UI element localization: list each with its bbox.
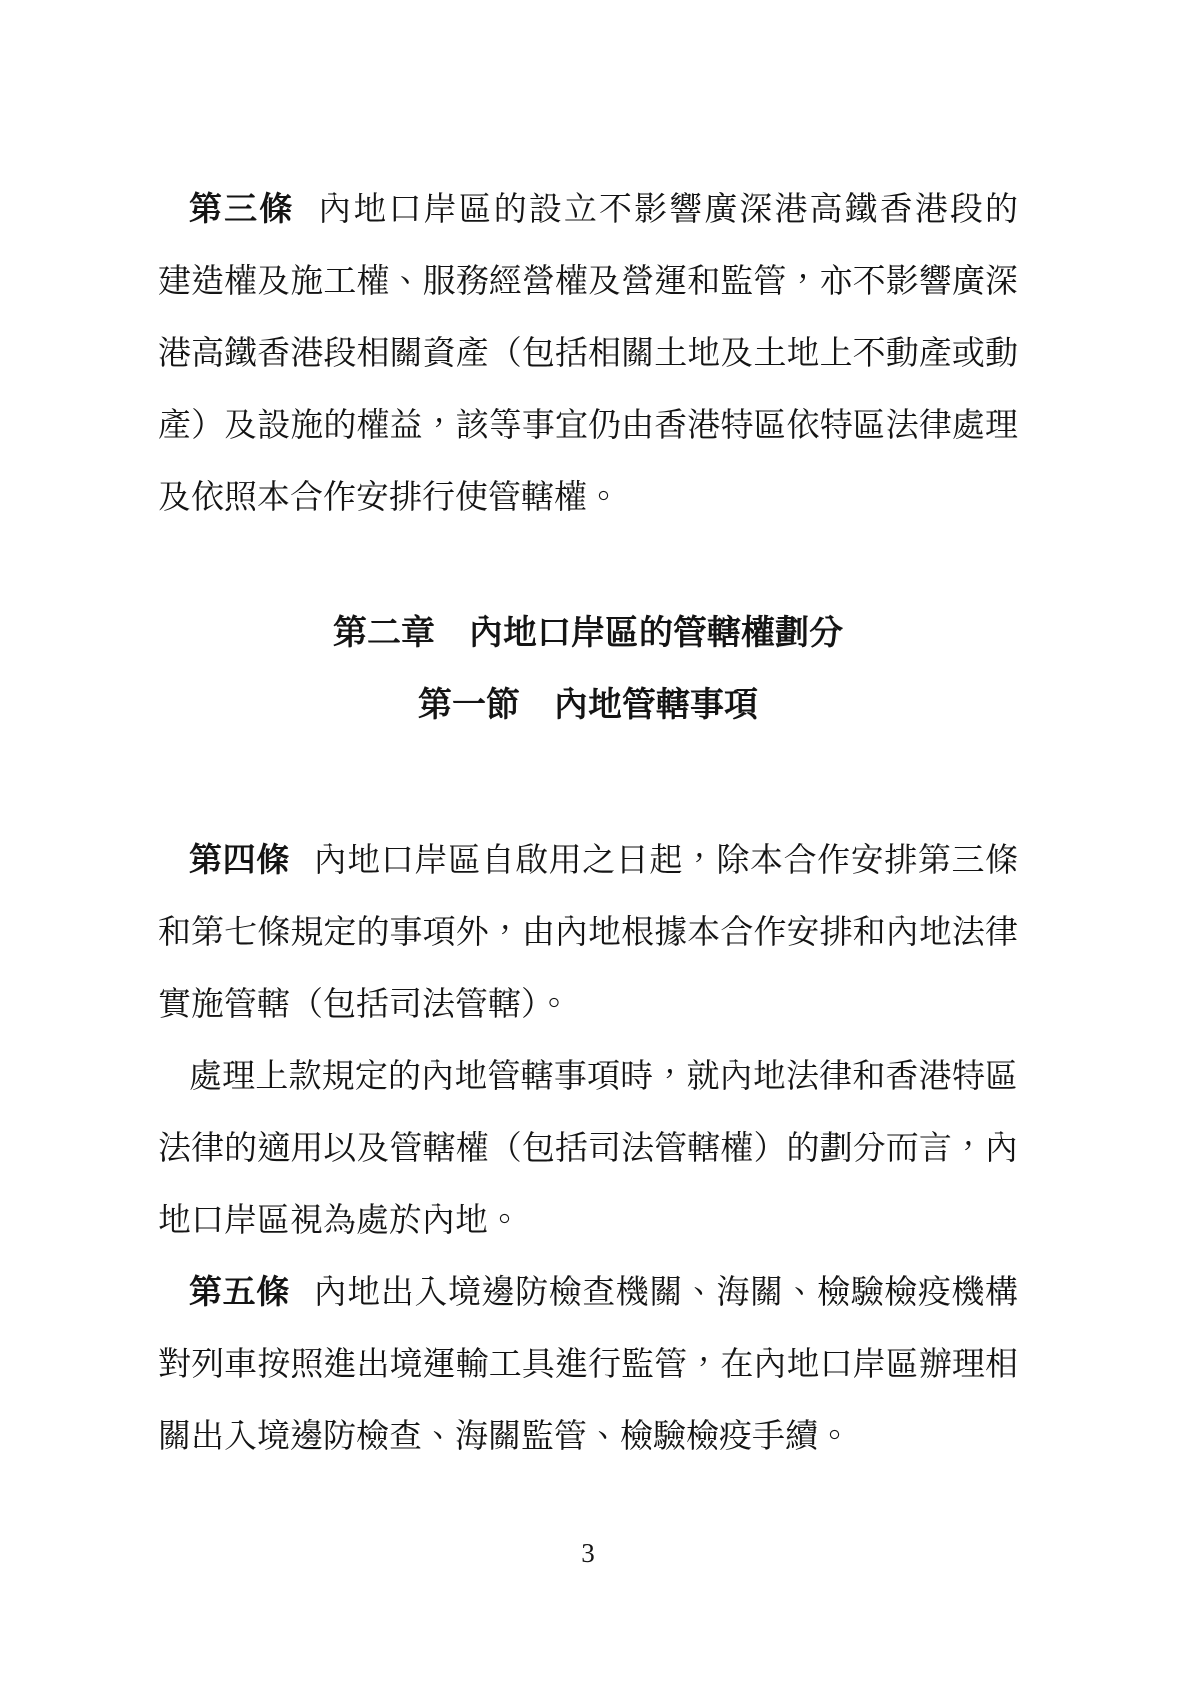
article-5 xyxy=(158,1257,1018,1473)
paragraph-line: 產）及設施的權益，該等事宜仍由香港特區依特區法律處理 xyxy=(158,408,1018,444)
chapter-title: 內地口岸區的管轄權劃分 xyxy=(469,615,843,652)
section-title: 內地管轄事項 xyxy=(554,687,758,724)
paragraph-line: 和第七條規定的事項外，由內地根據本合作安排和內地法律 xyxy=(158,915,1018,951)
paragraph-line xyxy=(158,825,1018,897)
article-4 xyxy=(158,825,1018,1041)
article-3-number: 第三條 xyxy=(189,192,295,228)
paragraph-text: 內地出入境邊防檢查機關、海關、檢驗檢疫機構 xyxy=(313,1275,1019,1311)
section-heading xyxy=(158,670,1018,742)
paragraph-text: 內地口岸區自啟用之日起，除本合作安排第三條 xyxy=(313,843,1019,879)
paragraph-line: 地口岸區視為處於內地。 xyxy=(158,1203,521,1239)
paragraph-line: 對列車按照進出境運輸工具進行監管，在內地口岸區辦理相 xyxy=(158,1347,1018,1383)
paragraph-text: 內地口岸區的設立不影響廣深港高鐵香港段的 xyxy=(318,192,1019,228)
page-number: 3 xyxy=(581,1538,595,1568)
paragraph-line: 及依照本合作安排行使管轄權。 xyxy=(158,480,620,516)
article-4-number: 第四條 xyxy=(189,843,290,879)
paragraph-line: 法律的適用以及管轄權（包括司法管轄權）的劃分而言，內 xyxy=(158,1131,1018,1167)
paragraph-line: 處理上款規定的內地管轄事項時，就內地法律和香港特區 xyxy=(189,1059,1018,1095)
article-3 xyxy=(158,174,1018,534)
section-number: 第一節 xyxy=(418,687,520,724)
headings-block xyxy=(158,598,1018,742)
paragraph-line: 實施管轄（包括司法管轄）。 xyxy=(158,987,571,1023)
article-5-number: 第五條 xyxy=(189,1275,290,1311)
paragraph-line: 關出入境邊防檢查、海關監管、檢驗檢疫手續。 xyxy=(158,1419,851,1455)
section-body xyxy=(158,825,1018,1473)
paragraph-line: 建造權及施工權、服務經營權及營運和監管，亦不影響廣深 xyxy=(158,264,1018,300)
page-content xyxy=(158,174,1018,1575)
article-4-paragraph-2 xyxy=(158,1041,1018,1257)
paragraph-line xyxy=(158,1257,1018,1329)
paragraph-line xyxy=(158,174,1018,246)
chapter-number: 第二章 xyxy=(333,615,435,652)
chapter-heading xyxy=(158,598,1018,670)
paragraph-line: 港高鐵香港段相關資產（包括相關土地及土地上不動產或動 xyxy=(158,336,1018,372)
